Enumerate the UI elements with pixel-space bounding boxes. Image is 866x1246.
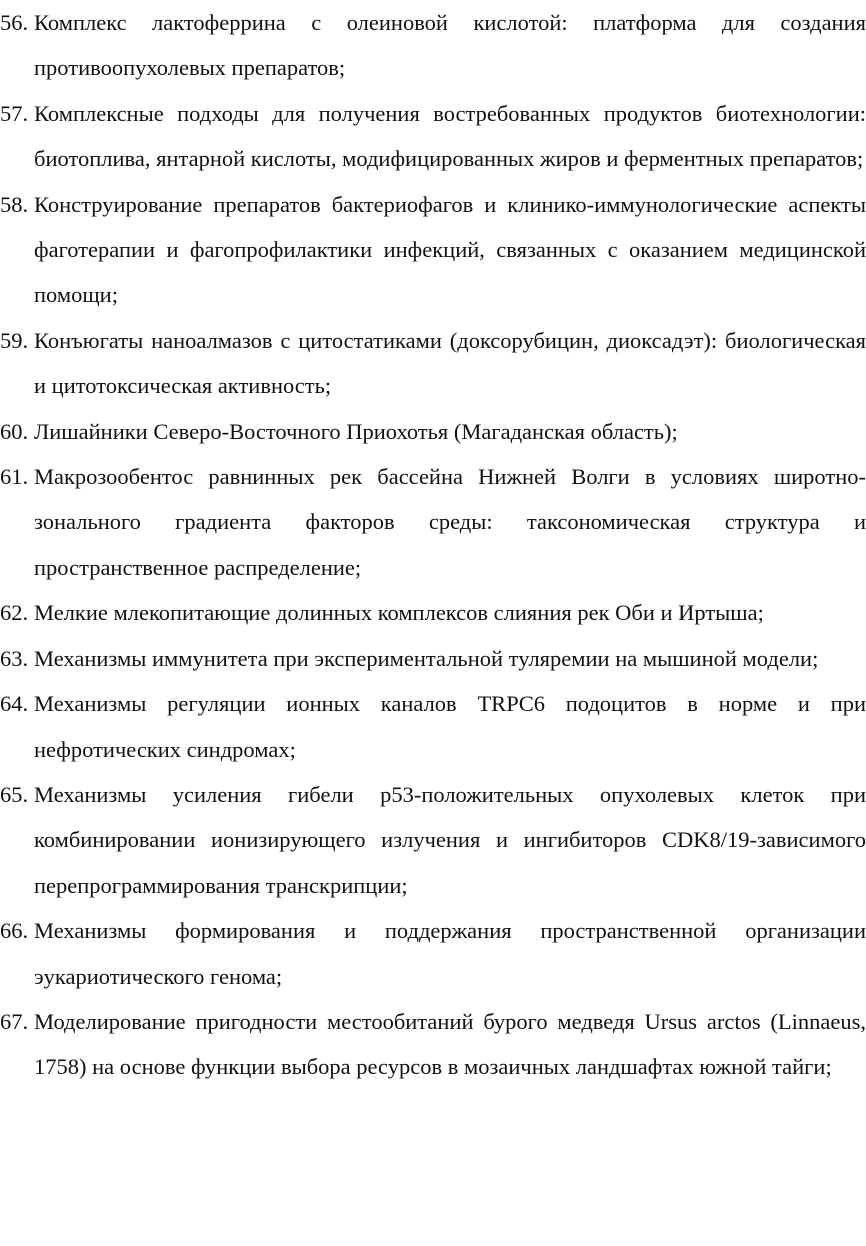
item-text: Механизмы усиления гибели p53-положительных опухолевых клеток при комбинировании ионизирующего излучения и ингибиторов CDK8/19-зависимого перепрограммирования транскрипции; [34, 781, 866, 898]
item-text: Комплекс лактоферрина с олеиновой кислотой: платформа для создания противоопухолевых препаратов; [34, 10, 866, 81]
list-item [0, 772, 866, 908]
item-number: 61. [0, 464, 29, 490]
item-text: Конструирование препаратов бактериофагов и клинико-иммунологические аспекты фаготерапии и фагопрофилактики инфекций, связанных с оказанием медицинской помощи; [34, 191, 866, 308]
list-item [0, 409, 866, 454]
item-text: Механизмы регуляции ионных каналов TRPC6 подоцитов в норме и при нефротических синдромах; [34, 691, 866, 762]
list-item [0, 636, 866, 681]
item-number: 63. [0, 645, 29, 671]
list-item [0, 91, 866, 182]
item-number: 62. [0, 600, 29, 626]
list-item [0, 908, 866, 999]
item-text: Мелкие млекопитающие долинных комплексов слияния рек Оби и Иртыша; [34, 600, 764, 626]
item-number: 65. [0, 781, 29, 807]
list-item [0, 0, 866, 91]
item-text: Механизмы иммунитета при экспериментальной туляремии на мышиной модели; [34, 645, 819, 671]
item-text: Комплексные подходы для получения востребованных продуктов биотехнологии: биотоплива, янтарной кислоты, модифицированных жиров и ферментных препаратов; [34, 100, 866, 172]
item-number: 59. [0, 327, 29, 353]
item-text: Моделирование пригодности местообитаний бурого медведя Ursus arctos (Linnaeus, 1758) на основе функции выбора ресурсов в мозаичных ландшафтах южной тайги; [34, 1008, 866, 1080]
item-number: 56. [0, 10, 29, 35]
item-number: 58. [0, 191, 29, 217]
list-item [0, 318, 866, 409]
item-number: 64. [0, 691, 29, 717]
list-item [0, 182, 866, 318]
list-item [0, 681, 866, 772]
item-number: 66. [0, 918, 29, 944]
item-text: Макрозообентос равнинных рек бассейна Нижней Волги в условиях широтно-зонального градиента факторов среды: таксономическая структура и пространственное распределение; [34, 464, 866, 580]
item-number: 60. [0, 418, 29, 444]
item-text: Конъюгаты наноалмазов с цитостатиками (доксорубицин, диоксадэт): биологическая и цитотоксическая активность; [34, 327, 866, 399]
item-text: Лишайники Северо-Восточного Приохотья (Магаданская область); [34, 418, 678, 444]
item-number: 67. [0, 1008, 29, 1034]
item-number: 57. [0, 100, 29, 126]
list-item [0, 454, 866, 590]
list-item [0, 590, 866, 635]
list-item [0, 999, 866, 1090]
item-text: Механизмы формирования и поддержания пространственной организации эукариотического генома; [34, 918, 866, 989]
